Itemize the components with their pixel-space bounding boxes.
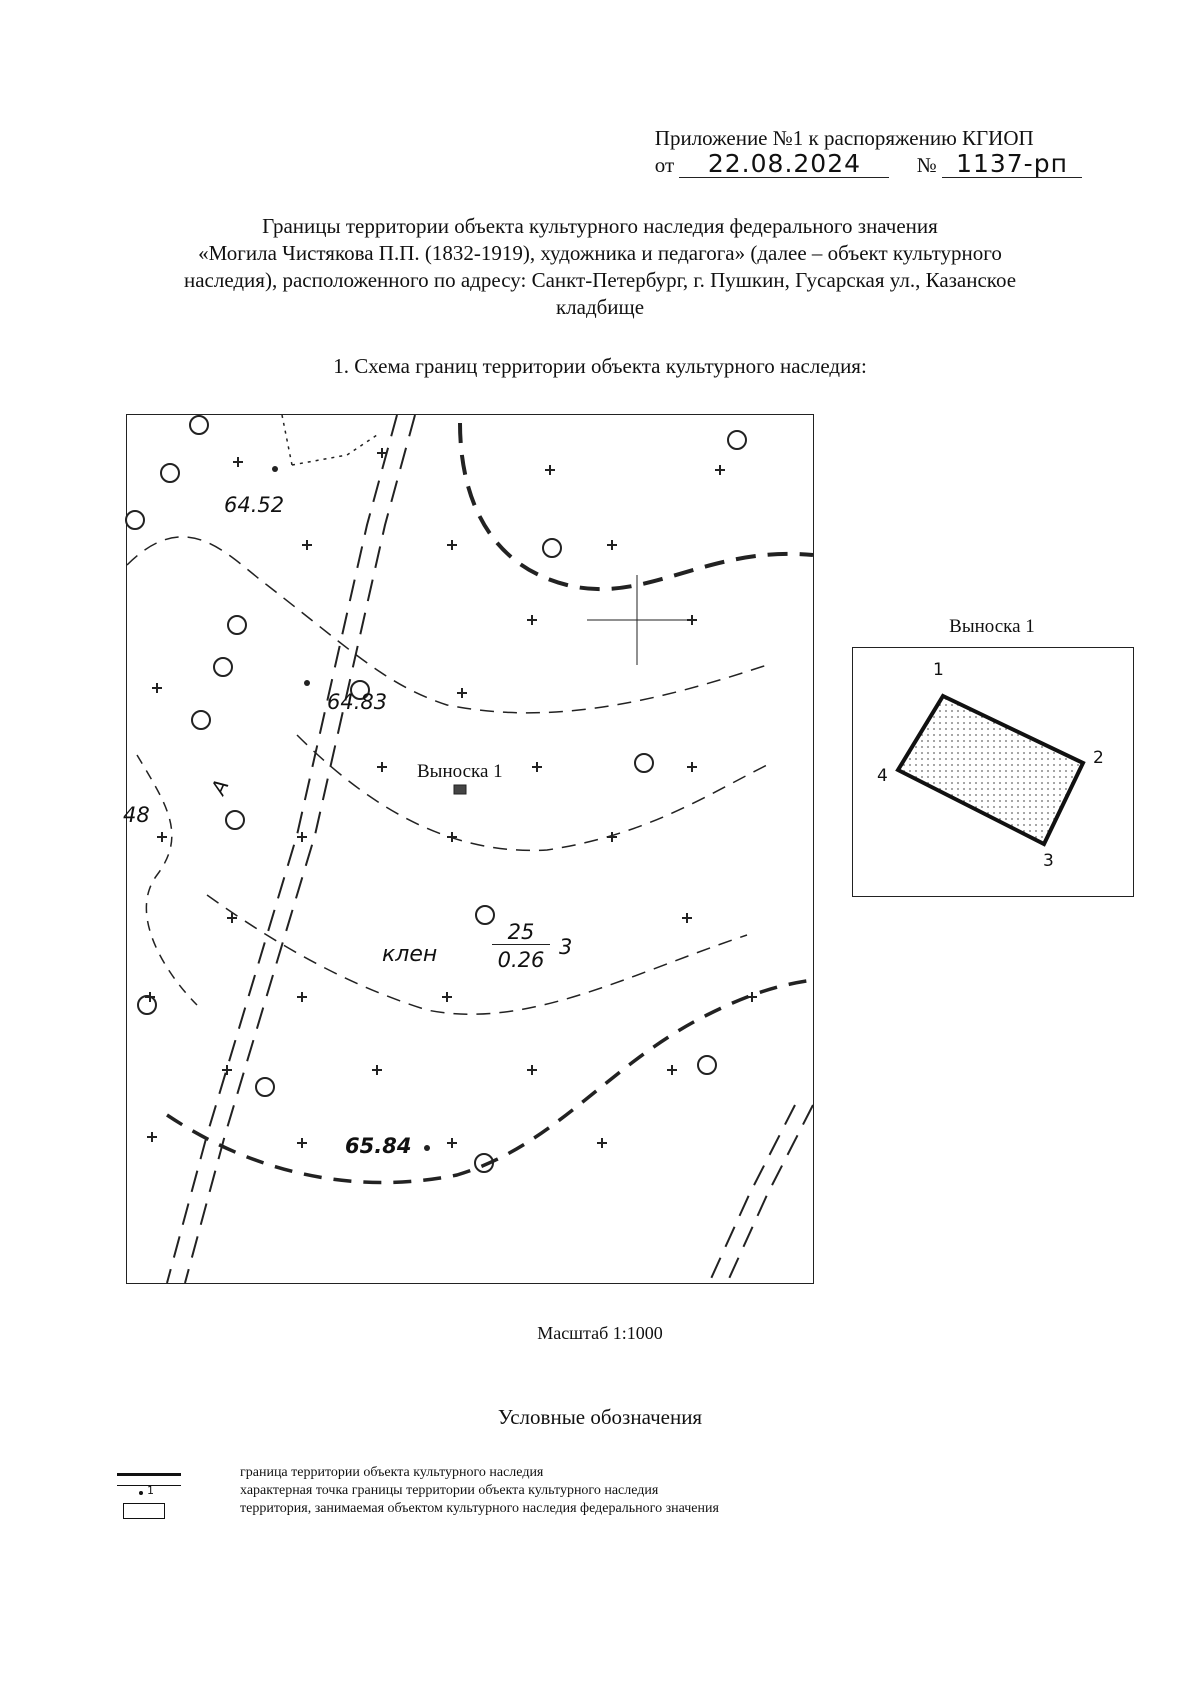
- heritage-object-marker: [454, 785, 466, 794]
- legend-item-boundary: граница территории объекта культурного наследия: [240, 1465, 544, 1480]
- cross-mark: [145, 448, 757, 1148]
- elevation-point: [304, 680, 310, 686]
- tree-circle: [190, 416, 208, 434]
- tree-species-label: клен: [382, 942, 438, 967]
- heritage-territory-polygon: [898, 696, 1083, 844]
- order-number: 1137-рп: [942, 151, 1082, 178]
- boundary-point-label: 4: [877, 766, 888, 786]
- document-title: [120, 213, 1080, 321]
- tree-circle: [161, 464, 179, 482]
- map-drawing: [127, 415, 813, 1283]
- boundary-point-label: 2: [1093, 748, 1104, 768]
- callout-reference: Выноска 1: [417, 761, 503, 782]
- legend-item-territory: территория, занимаемая объектом культурного наследия федерального значения: [240, 1501, 719, 1516]
- order-line: [655, 151, 1082, 178]
- contour-line-major: [167, 980, 813, 1183]
- date-prefix: от: [654, 153, 675, 177]
- tree-circle: [138, 996, 156, 1014]
- tree-circle: [543, 539, 561, 557]
- legend-point-number: 1: [147, 1484, 154, 1497]
- ditch-label: А: [206, 775, 234, 799]
- cross-marks: [145, 448, 757, 1148]
- tree-circle: [228, 616, 246, 634]
- boundary-point-label: 1: [933, 660, 944, 680]
- appendix-header: [655, 125, 1082, 178]
- number-prefix: №: [916, 153, 937, 177]
- section-heading: 1. Схема границ территории объекта культурного наследия:: [333, 354, 867, 378]
- legend-point-symbol: [115, 1483, 185, 1501]
- tree-count-label: 3: [559, 935, 573, 959]
- title-line-2: «Могила Чистякова П.П. (1832-1919), художника и педагога» (далее – объект культурного: [198, 241, 1002, 265]
- legend-item-point: характерная точка границы территории объекта культурного наследия: [240, 1483, 659, 1498]
- order-date: 22.08.2024: [679, 151, 889, 178]
- tree-height-label: 25: [492, 920, 550, 945]
- tree-circle: [214, 658, 232, 676]
- legend-territory-symbol: [115, 1502, 185, 1520]
- fence-line: [282, 415, 377, 465]
- elevation-point: [424, 1145, 430, 1151]
- tree-circle: [226, 811, 244, 829]
- elevation-label: 64.83: [327, 690, 388, 714]
- title-line-4: кладбище: [555, 295, 645, 319]
- elevation-point: [272, 466, 278, 472]
- map-scale: Масштаб 1:1000: [537, 1323, 663, 1343]
- legend-title: Условные обозначения: [497, 1405, 703, 1429]
- legend-boundary-symbol: [115, 1466, 185, 1484]
- appendix-line: Приложение №1 к распоряжению КГИОП: [654, 126, 1034, 150]
- tree-circle: [728, 431, 746, 449]
- title-line-3: наследия), расположенного по адресу: Санкт-Петербург, г. Пушкин, Гусарская ул., Казанское: [183, 268, 1017, 292]
- contour-line-major: [460, 423, 813, 589]
- callout-frame: [852, 647, 1134, 897]
- contour-line: [127, 537, 767, 713]
- ditch-line: [727, 1105, 813, 1283]
- tree-circle: [126, 511, 144, 529]
- callout-drawing: [853, 648, 1133, 896]
- boundary-map: [123, 414, 814, 1284]
- elevation-label: 64.52: [224, 493, 285, 517]
- elevation-label: 65.84: [345, 1134, 412, 1158]
- boundary-point-label: 3: [1043, 851, 1054, 871]
- tree-circle: [635, 754, 653, 772]
- terrain-line: [137, 755, 197, 1005]
- tree-circle: [192, 711, 210, 729]
- elevation-label-partial: 48: [123, 803, 150, 827]
- tree-circle: [698, 1056, 716, 1074]
- tree-circle: [256, 1078, 274, 1096]
- tree-diameter-label: 0.26: [497, 948, 545, 972]
- title-line-1: Границы территории объекта культурного наследия федерального значения: [262, 214, 938, 238]
- ditch-line: [709, 1105, 795, 1283]
- contour-line: [297, 735, 767, 850]
- callout-title: Выноска 1: [949, 616, 1035, 637]
